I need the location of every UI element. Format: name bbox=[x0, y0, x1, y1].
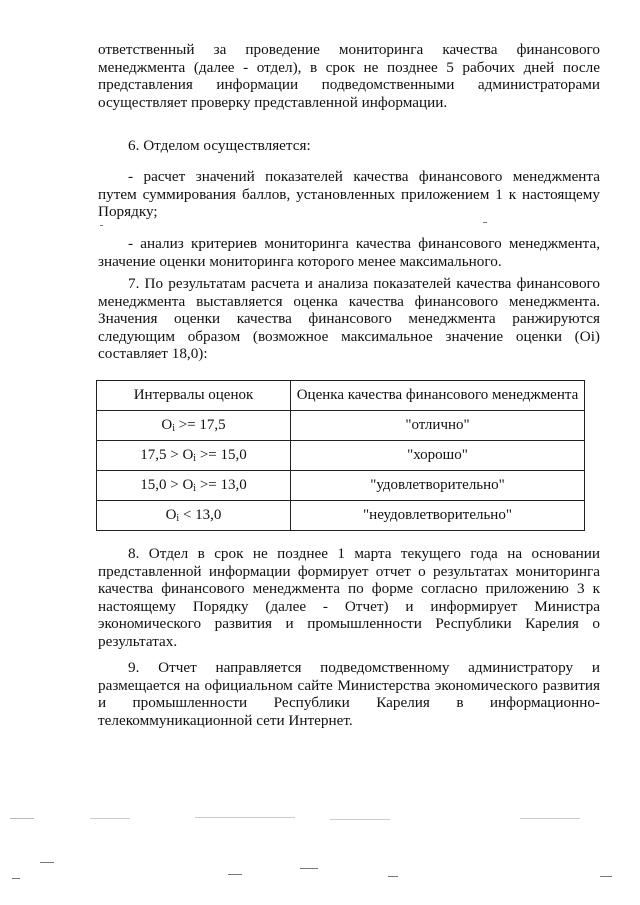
paragraph-9: 9. Отчет направляется подведомственному администратору и размещается на официальном сайте Министерства экономического развития и промышленности Республики Карелия в информационно-телекоммуникационной сети Интернет. bbox=[98, 659, 600, 729]
table-row bbox=[97, 411, 585, 441]
grade-cell: "неудовлетворительно" bbox=[291, 501, 585, 531]
interval-cell: $O_i >= 17,5$ bbox=[97, 411, 291, 441]
grade-intervals-table bbox=[96, 380, 585, 531]
paragraph-7: 7. По результатам расчета и анализа показателей качества финансового менеджмента выставляется оценка качества финансового менеджмента. Значения оценки качества финансового менеджмента ранжируются следующим образом (возможное максимальное значение оценки (Oi) составляет 18,0): bbox=[98, 275, 600, 362]
paragraph-6-heading: 6. Отделом осуществляется: bbox=[128, 137, 311, 154]
table-row bbox=[97, 501, 585, 531]
interval-cell: $15,0 > O_i >= 13,0$ bbox=[97, 471, 291, 501]
table-header-row bbox=[97, 381, 585, 411]
table-header-intervals: Интервалы оценок bbox=[97, 381, 291, 411]
table-row bbox=[97, 471, 585, 501]
paragraph-6-item-1: - расчет значений показателей качества финансового менеджмента путем суммирования баллов, установленных приложением 1 к настоящему Порядку; bbox=[98, 168, 600, 220]
paragraph-intro: ответственный за проведение мониторинга качества финансового менеджмента (далее - отдел), в срок не позднее 5 рабочих дней после представления информации подведомственными администраторами осуществляет проверку представленной информации. bbox=[98, 41, 600, 111]
paragraph-6-item-2: - анализ критериев мониторинга качества финансового менеджмента, значение оценки мониторинга которого менее максимального. bbox=[98, 235, 600, 270]
interval-cell: $17,5 > O_i >= 15,0$ bbox=[97, 441, 291, 471]
interval-cell: $O_i < 13,0$ bbox=[97, 501, 291, 531]
grade-cell: "отлично" bbox=[291, 411, 585, 441]
paragraph-8: 8. Отдел в срок не позднее 1 марта текущего года на основании представленной информации формирует отчет о результатах мониторинга качества финансового менеджмента по форме согласно приложению 3 к настоящему Порядку (далее - Отчет) и информирует Министра экономического развития и промышленности Республики Карелия о результатах. bbox=[98, 545, 600, 650]
table-row bbox=[97, 441, 585, 471]
grade-cell: "удовлетворительно" bbox=[291, 471, 585, 501]
table-header-grade: Оценка качества финансового менеджмента bbox=[291, 381, 585, 411]
grade-cell: "хорошо" bbox=[291, 441, 585, 471]
